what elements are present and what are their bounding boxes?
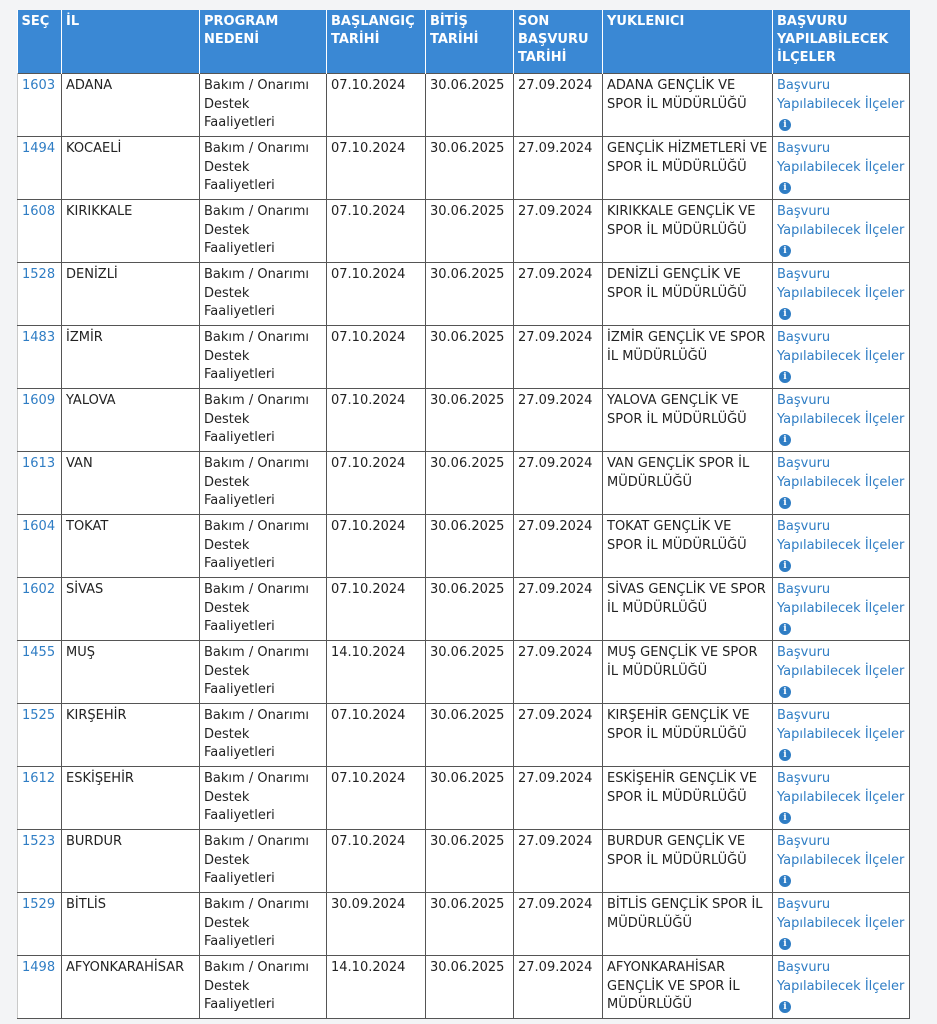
cell-program: Bakım / Onarımı Destek Faaliyetleri bbox=[200, 641, 327, 704]
cell-program: Bakım / Onarımı Destek Faaliyetleri bbox=[200, 452, 327, 515]
cell-program: Bakım / Onarımı Destek Faaliyetleri bbox=[200, 263, 327, 326]
cell-program: Bakım / Onarımı Destek Faaliyetleri bbox=[200, 578, 327, 641]
cell-program: Bakım / Onarımı Destek Faaliyetleri bbox=[200, 389, 327, 452]
cell-son-basvuru: 27.09.2024 bbox=[514, 200, 603, 263]
cell-sec bbox=[18, 893, 62, 956]
cell-bitis: 30.06.2025 bbox=[426, 830, 514, 893]
ilceler-link-label[interactable]: Başvuru Yapılabilecek İlçeler bbox=[777, 393, 905, 427]
cell-ilceler bbox=[773, 326, 910, 389]
info-circle-icon[interactable]: i bbox=[779, 308, 791, 320]
table-row bbox=[18, 830, 910, 893]
cell-baslangic: 14.10.2024 bbox=[327, 641, 426, 704]
ilceler-link-label[interactable]: Başvuru Yapılabilecek İlçeler bbox=[777, 834, 905, 868]
cell-ilceler bbox=[773, 704, 910, 767]
cell-il: MUŞ bbox=[62, 641, 200, 704]
cell-il: DENİZLİ bbox=[62, 263, 200, 326]
cell-sec bbox=[18, 74, 62, 137]
cell-baslangic: 07.10.2024 bbox=[327, 200, 426, 263]
info-circle-icon[interactable]: i bbox=[779, 812, 791, 824]
ilceler-link-label[interactable]: Başvuru Yapılabilecek İlçeler bbox=[777, 204, 905, 238]
cell-son-basvuru: 27.09.2024 bbox=[514, 893, 603, 956]
table-header-row bbox=[18, 10, 910, 74]
cell-program: Bakım / Onarımı Destek Faaliyetleri bbox=[200, 74, 327, 137]
cell-program: Bakım / Onarımı Destek Faaliyetleri bbox=[200, 830, 327, 893]
cell-bitis: 30.06.2025 bbox=[426, 641, 514, 704]
cell-ilceler bbox=[773, 389, 910, 452]
cell-il: TOKAT bbox=[62, 515, 200, 578]
ilceler-link[interactable] bbox=[777, 519, 904, 571]
select-link[interactable]: 1525 bbox=[22, 708, 56, 723]
cell-ilceler bbox=[773, 893, 910, 956]
ilceler-link-label[interactable]: Başvuru Yapılabilecek İlçeler bbox=[777, 960, 905, 994]
header-yuklenici: YUKLENICI bbox=[603, 10, 773, 74]
cell-baslangic: 07.10.2024 bbox=[327, 452, 426, 515]
ilceler-link-label[interactable]: Başvuru Yapılabilecek İlçeler bbox=[777, 519, 905, 553]
ilceler-link-label[interactable]: Başvuru Yapılabilecek İlçeler bbox=[777, 141, 905, 175]
cell-il: AFYONKARAHİSAR bbox=[62, 956, 200, 1019]
cell-program: Bakım / Onarımı Destek Faaliyetleri bbox=[200, 767, 327, 830]
cell-son-basvuru: 27.09.2024 bbox=[514, 641, 603, 704]
cell-program: Bakım / Onarımı Destek Faaliyetleri bbox=[200, 956, 327, 1019]
cell-son-basvuru: 27.09.2024 bbox=[514, 74, 603, 137]
ilceler-link-label[interactable]: Başvuru Yapılabilecek İlçeler bbox=[777, 708, 905, 742]
cell-sec bbox=[18, 641, 62, 704]
cell-il: SİVAS bbox=[62, 578, 200, 641]
info-circle-icon[interactable]: i bbox=[779, 686, 791, 698]
select-link[interactable]: 1455 bbox=[22, 645, 56, 660]
table-row bbox=[18, 200, 910, 263]
ilceler-link-label[interactable]: Başvuru Yapılabilecek İlçeler bbox=[777, 771, 905, 805]
table-row bbox=[18, 515, 910, 578]
cell-baslangic: 07.10.2024 bbox=[327, 767, 426, 830]
cell-bitis: 30.06.2025 bbox=[426, 515, 514, 578]
ilceler-link-label[interactable]: Başvuru Yapılabilecek İlçeler bbox=[777, 78, 905, 112]
info-circle-icon[interactable]: i bbox=[779, 182, 791, 194]
cell-yuklenici: BİTLİS GENÇLİK SPOR İL MÜDÜRLÜĞÜ bbox=[603, 893, 773, 956]
select-link[interactable]: 1604 bbox=[22, 519, 56, 534]
header-son-basvuru: SON BAŞVURU TARİHİ bbox=[514, 10, 603, 74]
info-circle-icon[interactable]: i bbox=[779, 245, 791, 257]
ilceler-link[interactable] bbox=[777, 897, 904, 949]
info-circle-icon[interactable]: i bbox=[779, 623, 791, 635]
cell-son-basvuru: 27.09.2024 bbox=[514, 956, 603, 1019]
select-link[interactable]: 1603 bbox=[22, 78, 56, 93]
cell-ilceler bbox=[773, 767, 910, 830]
cell-program: Bakım / Onarımı Destek Faaliyetleri bbox=[200, 326, 327, 389]
select-link[interactable]: 1528 bbox=[22, 267, 56, 282]
ilceler-link[interactable] bbox=[777, 330, 904, 382]
ilceler-link[interactable] bbox=[777, 267, 904, 319]
cell-bitis: 30.06.2025 bbox=[426, 137, 514, 200]
ilceler-link-label[interactable]: Başvuru Yapılabilecek İlçeler bbox=[777, 582, 905, 616]
header-sec: SEÇ bbox=[18, 10, 62, 74]
cell-sec bbox=[18, 767, 62, 830]
ilceler-link-label[interactable]: Başvuru Yapılabilecek İlçeler bbox=[777, 267, 905, 301]
ilceler-link-label[interactable]: Başvuru Yapılabilecek İlçeler bbox=[777, 330, 905, 364]
cell-bitis: 30.06.2025 bbox=[426, 389, 514, 452]
cell-baslangic: 14.10.2024 bbox=[327, 956, 426, 1019]
cell-son-basvuru: 27.09.2024 bbox=[514, 452, 603, 515]
select-link[interactable]: 1608 bbox=[22, 204, 56, 219]
ilceler-link[interactable] bbox=[777, 771, 904, 823]
table-row bbox=[18, 956, 910, 1019]
cell-bitis: 30.06.2025 bbox=[426, 956, 514, 1019]
header-ilceler: BAŞVURU YAPILABİLECEK İLÇELER bbox=[773, 10, 910, 74]
cell-son-basvuru: 27.09.2024 bbox=[514, 515, 603, 578]
cell-bitis: 30.06.2025 bbox=[426, 578, 514, 641]
table-row bbox=[18, 326, 910, 389]
cell-yuklenici: SİVAS GENÇLİK VE SPOR İL MÜDÜRLÜĞÜ bbox=[603, 578, 773, 641]
cell-ilceler bbox=[773, 263, 910, 326]
cell-il: ESKİŞEHİR bbox=[62, 767, 200, 830]
cell-sec bbox=[18, 326, 62, 389]
cell-sec bbox=[18, 956, 62, 1019]
cell-il: VAN bbox=[62, 452, 200, 515]
cell-yuklenici: DENİZLİ GENÇLİK VE SPOR İL MÜDÜRLÜĞÜ bbox=[603, 263, 773, 326]
select-link[interactable]: 1529 bbox=[22, 897, 56, 912]
cell-il: ADANA bbox=[62, 74, 200, 137]
cell-son-basvuru: 27.09.2024 bbox=[514, 578, 603, 641]
cell-baslangic: 07.10.2024 bbox=[327, 515, 426, 578]
ilceler-link[interactable] bbox=[777, 78, 904, 130]
cell-sec bbox=[18, 137, 62, 200]
cell-son-basvuru: 27.09.2024 bbox=[514, 263, 603, 326]
ilceler-link[interactable] bbox=[777, 582, 904, 634]
cell-baslangic: 07.10.2024 bbox=[327, 326, 426, 389]
info-circle-icon[interactable]: i bbox=[779, 1001, 791, 1013]
cell-bitis: 30.06.2025 bbox=[426, 704, 514, 767]
cell-son-basvuru: 27.09.2024 bbox=[514, 704, 603, 767]
ilceler-link[interactable] bbox=[777, 708, 904, 760]
select-link[interactable]: 1613 bbox=[22, 456, 56, 471]
cell-ilceler bbox=[773, 578, 910, 641]
cell-sec bbox=[18, 830, 62, 893]
cell-yuklenici: YALOVA GENÇLİK VE SPOR İL MÜDÜRLÜĞÜ bbox=[603, 389, 773, 452]
select-link[interactable]: 1609 bbox=[22, 393, 56, 408]
table-row bbox=[18, 704, 910, 767]
info-circle-icon[interactable]: i bbox=[779, 560, 791, 572]
cell-baslangic: 07.10.2024 bbox=[327, 389, 426, 452]
ilceler-link[interactable] bbox=[777, 141, 904, 193]
cell-yuklenici: ESKİŞEHİR GENÇLİK VE SPOR İL MÜDÜRLÜĞÜ bbox=[603, 767, 773, 830]
cell-baslangic: 07.10.2024 bbox=[327, 137, 426, 200]
table-row bbox=[18, 767, 910, 830]
cell-ilceler bbox=[773, 200, 910, 263]
table-row bbox=[18, 263, 910, 326]
ilceler-link[interactable] bbox=[777, 834, 904, 886]
cell-bitis: 30.06.2025 bbox=[426, 326, 514, 389]
ilceler-link[interactable] bbox=[777, 393, 904, 445]
cell-son-basvuru: 27.09.2024 bbox=[514, 767, 603, 830]
cell-yuklenici: TOKAT GENÇLİK VE SPOR İL MÜDÜRLÜĞÜ bbox=[603, 515, 773, 578]
ilceler-link[interactable] bbox=[777, 456, 904, 508]
cell-ilceler bbox=[773, 956, 910, 1019]
cell-sec bbox=[18, 578, 62, 641]
cell-yuklenici: KIRŞEHİR GENÇLİK VE SPOR İL MÜDÜRLÜĞÜ bbox=[603, 704, 773, 767]
cell-yuklenici: AFYONKARAHİSAR GENÇLİK VE SPOR İL MÜDÜRLÜĞÜ bbox=[603, 956, 773, 1019]
cell-program: Bakım / Onarımı Destek Faaliyetleri bbox=[200, 137, 327, 200]
cell-il: BİTLİS bbox=[62, 893, 200, 956]
cell-il: KOCAELİ bbox=[62, 137, 200, 200]
cell-program: Bakım / Onarımı Destek Faaliyetleri bbox=[200, 515, 327, 578]
cell-bitis: 30.06.2025 bbox=[426, 263, 514, 326]
cell-ilceler bbox=[773, 452, 910, 515]
info-circle-icon[interactable]: i bbox=[779, 119, 791, 131]
cell-ilceler bbox=[773, 74, 910, 137]
info-circle-icon[interactable]: i bbox=[779, 938, 791, 950]
select-link[interactable]: 1498 bbox=[22, 960, 56, 975]
cell-sec bbox=[18, 263, 62, 326]
table-row bbox=[18, 893, 910, 956]
cell-yuklenici: BURDUR GENÇLİK VE SPOR İL MÜDÜRLÜĞÜ bbox=[603, 830, 773, 893]
cell-program: Bakım / Onarımı Destek Faaliyetleri bbox=[200, 893, 327, 956]
cell-sec bbox=[18, 704, 62, 767]
cell-ilceler bbox=[773, 515, 910, 578]
cell-baslangic: 30.09.2024 bbox=[327, 893, 426, 956]
select-link[interactable]: 1523 bbox=[22, 834, 56, 849]
cell-sec bbox=[18, 200, 62, 263]
ilceler-link[interactable] bbox=[777, 204, 904, 256]
ilceler-link[interactable] bbox=[777, 645, 904, 697]
header-program: PROGRAM NEDENİ bbox=[200, 10, 327, 74]
table-row bbox=[18, 578, 910, 641]
cell-bitis: 30.06.2025 bbox=[426, 893, 514, 956]
cell-ilceler bbox=[773, 137, 910, 200]
table-row bbox=[18, 137, 910, 200]
info-circle-icon[interactable]: i bbox=[779, 875, 791, 887]
cell-bitis: 30.06.2025 bbox=[426, 767, 514, 830]
cell-baslangic: 07.10.2024 bbox=[327, 578, 426, 641]
ilceler-link-label[interactable]: Başvuru Yapılabilecek İlçeler bbox=[777, 456, 905, 490]
applications-table bbox=[17, 10, 910, 1019]
ilceler-link-label[interactable]: Başvuru Yapılabilecek İlçeler bbox=[777, 897, 905, 931]
cell-yuklenici: GENÇLİK HİZMETLERİ VE SPOR İL MÜDÜRLÜĞÜ bbox=[603, 137, 773, 200]
info-circle-icon[interactable]: i bbox=[779, 371, 791, 383]
table-row bbox=[18, 389, 910, 452]
info-circle-icon[interactable]: i bbox=[779, 749, 791, 761]
cell-yuklenici: ADANA GENÇLİK VE SPOR İL MÜDÜRLÜĞÜ bbox=[603, 74, 773, 137]
cell-il: KIRIKKALE bbox=[62, 200, 200, 263]
cell-son-basvuru: 27.09.2024 bbox=[514, 137, 603, 200]
select-link[interactable]: 1494 bbox=[22, 141, 56, 156]
select-link[interactable]: 1602 bbox=[22, 582, 56, 597]
ilceler-link[interactable] bbox=[777, 960, 904, 1012]
cell-yuklenici: VAN GENÇLİK SPOR İL MÜDÜRLÜĞÜ bbox=[603, 452, 773, 515]
cell-sec bbox=[18, 452, 62, 515]
cell-il: BURDUR bbox=[62, 830, 200, 893]
cell-son-basvuru: 27.09.2024 bbox=[514, 389, 603, 452]
cell-ilceler bbox=[773, 830, 910, 893]
cell-sec bbox=[18, 389, 62, 452]
cell-program: Bakım / Onarımı Destek Faaliyetleri bbox=[200, 200, 327, 263]
cell-program: Bakım / Onarımı Destek Faaliyetleri bbox=[200, 704, 327, 767]
select-link[interactable]: 1612 bbox=[22, 771, 56, 786]
header-baslangic: BAŞLANGIÇ TARİHİ bbox=[327, 10, 426, 74]
cell-baslangic: 07.10.2024 bbox=[327, 263, 426, 326]
table-container bbox=[17, 10, 909, 1019]
cell-yuklenici: KIRIKKALE GENÇLİK VE SPOR İL MÜDÜRLÜĞÜ bbox=[603, 200, 773, 263]
cell-il: İZMİR bbox=[62, 326, 200, 389]
select-link[interactable]: 1483 bbox=[22, 330, 56, 345]
table-row bbox=[18, 641, 910, 704]
header-bitis: BİTİŞ TARİHİ bbox=[426, 10, 514, 74]
info-circle-icon[interactable]: i bbox=[779, 434, 791, 446]
cell-il: KIRŞEHİR bbox=[62, 704, 200, 767]
info-circle-icon[interactable]: i bbox=[779, 497, 791, 509]
table-row bbox=[18, 74, 910, 137]
cell-son-basvuru: 27.09.2024 bbox=[514, 326, 603, 389]
cell-sec bbox=[18, 515, 62, 578]
cell-ilceler bbox=[773, 641, 910, 704]
table-row bbox=[18, 452, 910, 515]
cell-bitis: 30.06.2025 bbox=[426, 200, 514, 263]
cell-yuklenici: MUŞ GENÇLİK VE SPOR İL MÜDÜRLÜĞÜ bbox=[603, 641, 773, 704]
cell-son-basvuru: 27.09.2024 bbox=[514, 830, 603, 893]
cell-il: YALOVA bbox=[62, 389, 200, 452]
cell-baslangic: 07.10.2024 bbox=[327, 704, 426, 767]
header-il: İL bbox=[62, 10, 200, 74]
cell-yuklenici: İZMİR GENÇLİK VE SPOR İL MÜDÜRLÜĞÜ bbox=[603, 326, 773, 389]
cell-bitis: 30.06.2025 bbox=[426, 452, 514, 515]
ilceler-link-label[interactable]: Başvuru Yapılabilecek İlçeler bbox=[777, 645, 905, 679]
cell-bitis: 30.06.2025 bbox=[426, 74, 514, 137]
cell-baslangic: 07.10.2024 bbox=[327, 74, 426, 137]
cell-baslangic: 07.10.2024 bbox=[327, 830, 426, 893]
